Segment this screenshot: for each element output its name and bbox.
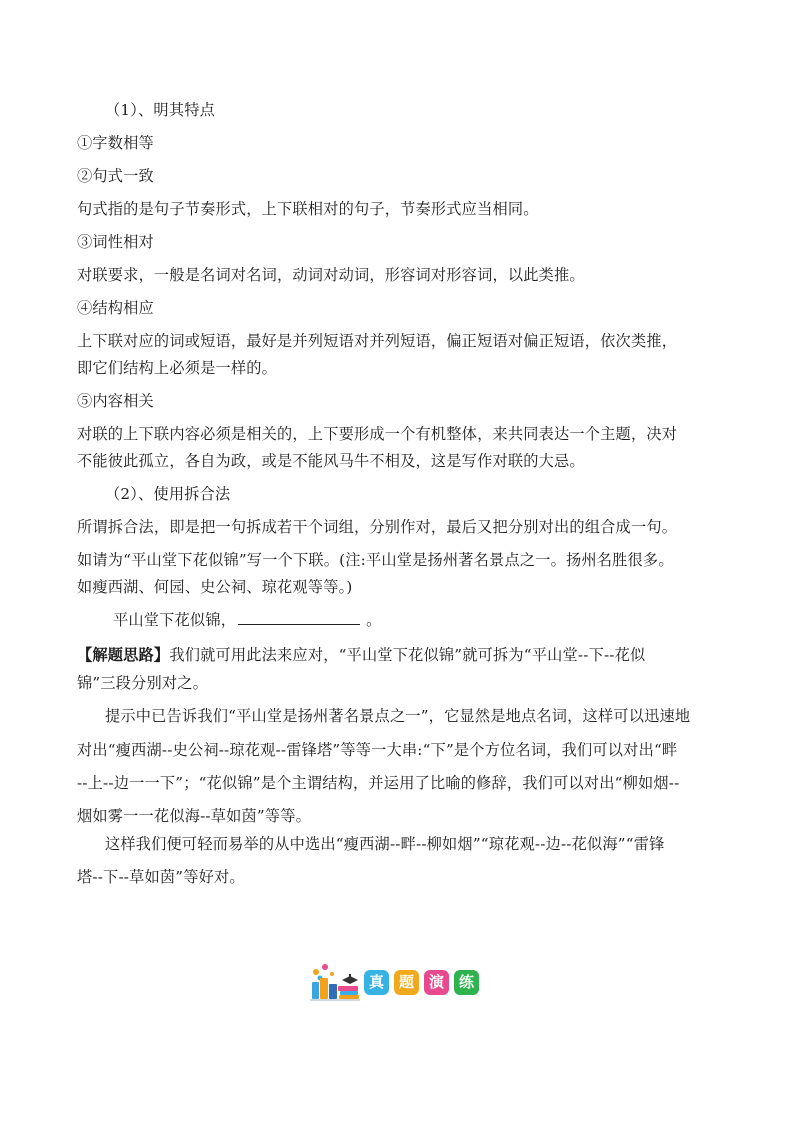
idea-label: 【解题思路】 [77,646,170,664]
point-4-desc-line2: 即它们结构上必须是一样的。 [77,359,278,377]
banner-char-ti: 题 [394,970,419,995]
books-illustration-icon [306,962,364,1002]
point-5-title: ⑤内容相关 [77,392,154,410]
idea-text: 我们就可用此法来应对，“平山堂下花似锦”就可拆为“平山堂--下--花似 [169,646,646,664]
hint-line3: --上--边一一下”；“花似锦”是个主谓结构，并运用了比喻的修辞，我们可以对出“柳如烟-- [77,774,680,792]
method-definition: 所谓拆合法，即是把一句拆成若干个词组，分别作对，最后又把分别对出的组合成一句。 [77,518,678,536]
point-1-title: ①字数相等 [77,134,154,152]
banner-char-lian: 练 [454,970,479,995]
idea-line2: 锦”三段分别对之。 [77,674,209,692]
example-line1: 如请为“平山堂下花似锦”写一个下联。(注:平山堂是扬州著名景点之一。扬州名胜很多。 [77,551,674,569]
point-3-desc: 对联要求，一般是名词对名词，动词对动词，形容词对形容词，以此类推。 [77,266,585,284]
conclusion-line1: 这样我们便可轻而易举的从中选出“瘦西湖--畔--柳如烟”“琼花观--边--花似海”“雷锋 [105,835,665,853]
point-3-title: ③词性相对 [77,233,154,251]
practice-banner [306,962,486,1002]
point-5-desc-line1: 对联的上下联内容必须是相关的，上下要形成一个有机整体，来共同表达一个主题，决对 [77,425,678,443]
hint-line1: 提示中已告诉我们“平山堂是扬州著名景点之一”，它显然是地点名词，这样可以迅速地 [105,707,691,725]
point-2-title: ②句式一致 [77,167,154,185]
section-heading-2: （2）、使用拆合法 [105,485,231,503]
answer-blank [238,610,360,625]
blank-prefix: 平山堂下花似锦， [113,611,237,629]
point-4-title: ④结构相应 [77,299,154,317]
example-line2: 如瘦西湖、何园、史公祠、琼花观等等。) [77,578,353,596]
conclusion-line2: 塔--下--草如茵”等好对。 [77,868,245,886]
fill-blank-line [113,610,382,630]
section-heading-1: （1）、明其特点 [105,101,215,119]
hint-line4: 烟如雾一一花似海--草如茵”等等。 [77,807,312,825]
banner-char-yan: 演 [424,970,449,995]
point-5-desc-line2: 不能彼此孤立，各自为政，或是不能风马牛不相及，这是写作对联的大忌。 [77,452,585,470]
banner-char-zhen: 真 [364,970,389,995]
blank-suffix: 。 [366,611,382,629]
point-4-desc-line1: 上下联对应的词或短语，最好是并列短语对并列短语，偏正短语对偏正短语，依次类推， [77,332,678,350]
idea-line1 [77,645,645,665]
hint-line2: 对出“瘦西湖--史公祠--琼花观--雷锋塔”等等一大串:“下”是个方位名词，我们可以对出“畔 [77,741,678,759]
point-2-desc: 句式指的是句子节奏形式，上下联相对的句子，节奏形式应当相同。 [77,200,539,218]
